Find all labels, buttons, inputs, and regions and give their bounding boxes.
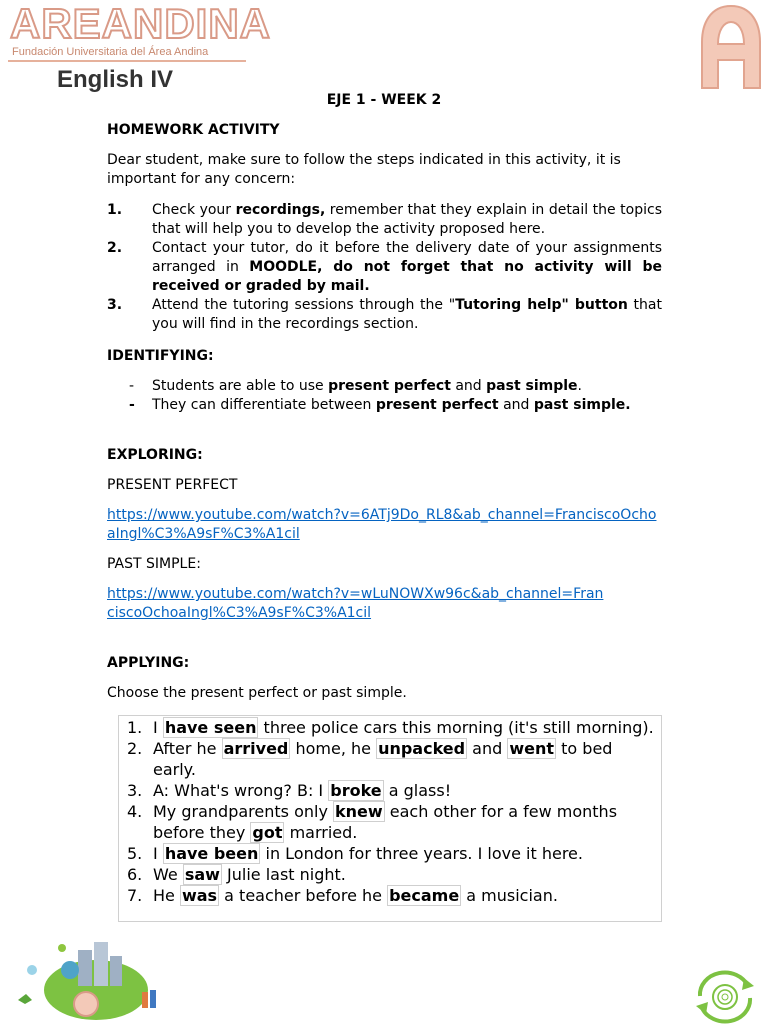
exercise-box: [118, 715, 662, 922]
recycle-fingerprint-icon: [690, 968, 760, 1024]
course-title: English IV: [57, 66, 174, 93]
past-simple-label: PAST SIMPLE:: [107, 556, 201, 572]
list-item: 1. Check your recordings, remember that they explain in detail the topics that will help you to develop the activity proposed here.: [107, 202, 662, 237]
exercise-item: 7. He was a teacher before he became a musician.: [127, 886, 558, 905]
answer: went: [509, 739, 555, 758]
answer: knew: [335, 802, 383, 821]
answer: saw: [184, 865, 220, 884]
exercise-item: 2. After he arrived home, he unpacked and went to bed early.: [127, 739, 613, 779]
answer: was: [181, 886, 218, 905]
answer: became: [389, 886, 460, 905]
list-item: - Students are able to use present perfect and past simple.: [129, 378, 582, 394]
brand-subtitle: Fundación Universitaria del Área Andina: [12, 46, 209, 58]
past-simple-video: [107, 585, 607, 623]
answer: have been: [164, 844, 259, 863]
answer: got: [252, 823, 283, 842]
brand-logo: AREANDINA: [10, 0, 271, 47]
page-title: EJE 1 - WEEK 2: [326, 92, 442, 108]
exercise-item: 5. I have been in London for three years. I love it here.: [127, 844, 583, 863]
answer: broke: [330, 781, 382, 800]
answer: unpacked: [378, 739, 466, 758]
exercise-item: 4. My grandparents only knew each other for a few months before they got married.: [127, 802, 618, 842]
list-item: 2. Contact your tutor, do it before the delivery date of your assignments arranged in MOODLE, do not forget that no activity will be received or graded by mail.: [107, 240, 662, 294]
steps-list: [107, 201, 662, 334]
applying-instruction: Choose the present perfect or past simple.: [107, 685, 407, 701]
exercise-item: 1. I have seen three police cars this morning (it's still morning).: [127, 718, 654, 737]
present-perfect-video: [107, 506, 662, 544]
exercise-item: 6. We saw Julie last night.: [127, 865, 346, 884]
present-perfect-link[interactable]: https://www.youtube.com/watch?v=6ATj9Do_RL8&ab_channel=FranciscoOchoaIngl%C3%A9sF%C3%A1cil: [107, 507, 657, 542]
brand-a-logo-icon: [696, 0, 766, 92]
homework-intro: Dear student, make sure to follow the steps indicated in this activity, it is important for any concern:: [107, 152, 621, 187]
identifying-heading: IDENTIFYING:: [107, 348, 214, 364]
exercise-item: 3. A: What's wrong? B: I broke a glass!: [127, 781, 452, 800]
present-perfect-label: PRESENT PERFECT: [107, 477, 238, 493]
applying-heading: APPLYING:: [107, 655, 190, 671]
identifying-list: [107, 377, 662, 415]
past-simple-link[interactable]: https://www.youtube.com/watch?v=wLuNOWXw96c&ab_channel=FranciscoOchoaIngl%C3%A9sF%C3%A1cil: [107, 586, 604, 621]
answer: have seen: [164, 718, 257, 737]
eco-city-illustration-icon: [8, 930, 168, 1022]
answer: arrived: [223, 739, 289, 758]
exploring-heading: EXPLORING:: [107, 447, 203, 463]
list-item: 3. Attend the tutoring sessions through the "Tutoring help" button that you will find in the recordings section.: [107, 297, 662, 332]
brand-divider: [8, 60, 246, 62]
list-item: - They can differentiate between present perfect and past simple.: [129, 397, 631, 413]
homework-heading: HOMEWORK ACTIVITY: [107, 122, 280, 138]
